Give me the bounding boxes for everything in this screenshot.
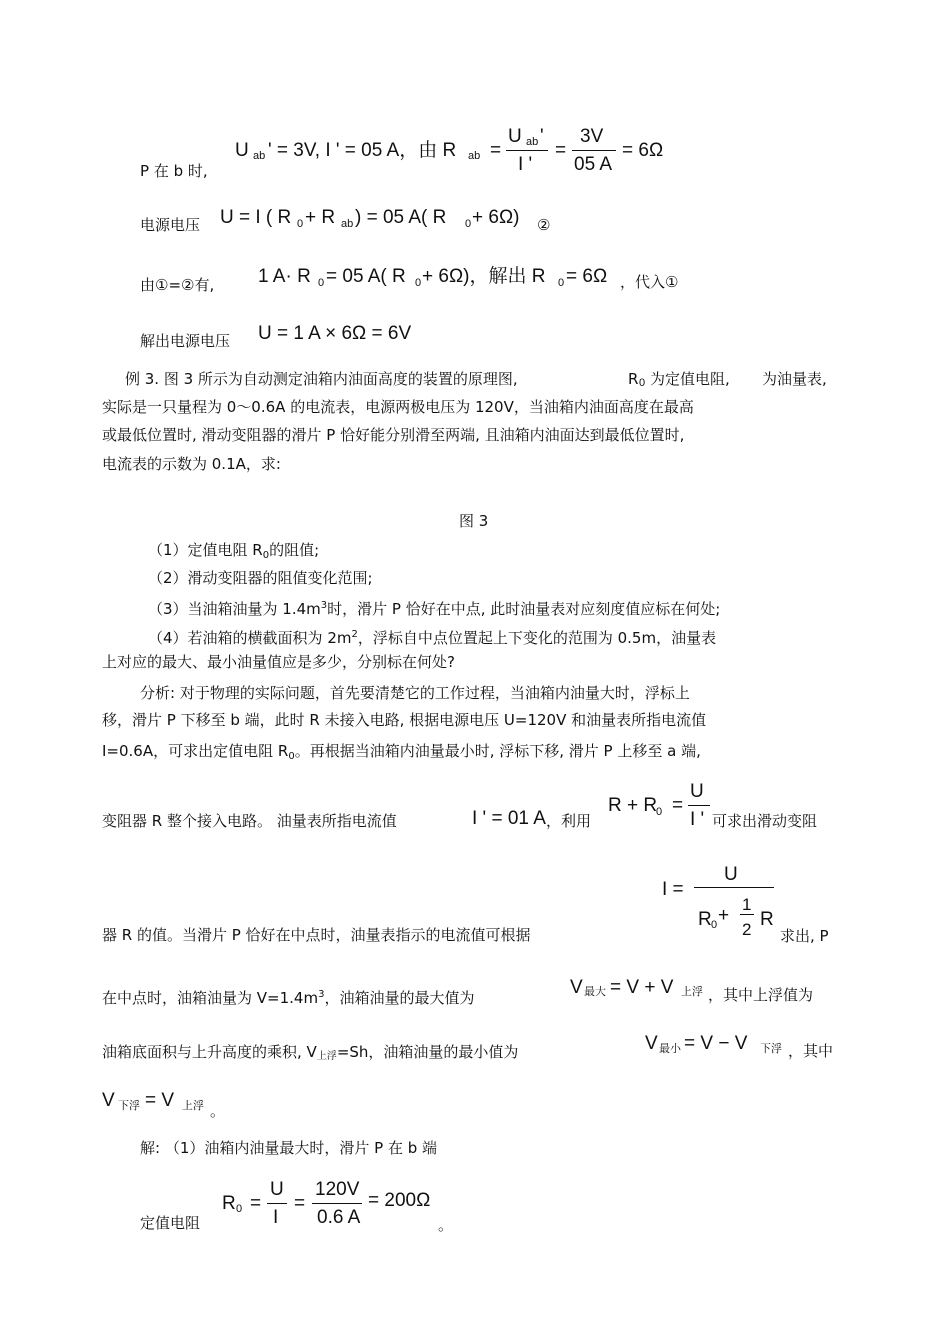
fraction-bar <box>506 150 548 151</box>
formula-i-prime: I ' = 01 A <box>472 808 546 829</box>
fraction-bar <box>688 805 710 806</box>
analysis-line2: 移，滑片 P 下移至 b 端，此时 R 未接入电路, 根据电源电压 U=120V 和油量表所指电流值 <box>102 711 707 729</box>
example3-line1a: 例 3. 图 3 所示为自动测定油箱内油面高度的装置的原理图, <box>125 370 518 388</box>
question-4: （4）若油箱的横截面积为 $2m^2$，浮标自中点位置起上下变化的范围为 0.5m，油量表 <box>148 629 717 647</box>
fraction-bar <box>694 887 774 888</box>
text-p-at-b: P 在 b 时, <box>140 162 208 180</box>
example3-line3: 或最低位置时, 滑动变阻器的滑片 P 恰好能分别滑至两端, 且油箱内油面达到最低位置时, <box>102 426 685 444</box>
question-1: （1）定值电阻 $R_0$的阻值; <box>148 541 320 561</box>
equation-number-2: ② <box>537 216 551 234</box>
analysis-line5a: 器 R 的值。当滑片 P 恰好在中点时，油量表指示的电流值可根据 <box>102 926 531 944</box>
text-from-eq: 由①=②有, <box>140 276 215 294</box>
text-solve-supply: 解出电源电压 <box>140 332 231 350</box>
fraction-bar <box>740 914 754 915</box>
fraction-bar <box>267 1203 287 1204</box>
text-supply-voltage: 电源电压 <box>140 216 201 234</box>
solution-line1: 解: （1）油箱内油量最大时，滑片 P 在 b 端 <box>140 1139 438 1157</box>
fraction-bar <box>312 1203 362 1204</box>
analysis-line1: 分析: 对于物理的实际问题，首先要清楚它的工作过程，当油箱内油量大时，浮标上 <box>140 684 690 702</box>
formula-u-result: U = 1 A × 6Ω = 6V <box>258 323 412 344</box>
example3-line4: 电流表的示数为 0.1A，求: <box>102 455 281 473</box>
analysis-line6: 在中点时，油箱油量为 $V=1.4m^3$，油箱油量的最大值为 <box>102 989 475 1007</box>
analysis-line3: I=0.6A，可求出定值电阻 $R_0$。再根据当油箱内油量最小时, 浮标下移, 滑片 P 上移至 a 端, <box>102 742 701 762</box>
question-4-cont: 上对应的最大、最小油量值应是多少，分别标在何处? <box>102 653 455 671</box>
analysis-line7: 油箱底面积与上升高度的乘积, V上浮=Sh，油箱油量的最小值为 <box>102 1043 519 1062</box>
text-sub-into: ，代入① <box>620 273 679 291</box>
question-2: （2）滑动变阻器的阻值变化范围; <box>148 569 373 587</box>
figure-caption: 图 3 <box>459 512 489 530</box>
solution-label: 定值电阻 <box>140 1214 201 1232</box>
analysis-line4a: 变阻器 R 整个接入电路。 油量表所指电流值 <box>102 812 397 830</box>
question-3: （3）当油箱油量为 $1.4m^3$时，滑片 P 恰好在中点, 此时油量表对应刻度值应标在何处; <box>148 600 721 618</box>
fraction-bar <box>572 150 616 151</box>
example3-line2: 实际是一只量程为 0～0.6A 的电流表，电源两极电压为 120V，当油箱内油面高度在最高 <box>102 398 694 416</box>
